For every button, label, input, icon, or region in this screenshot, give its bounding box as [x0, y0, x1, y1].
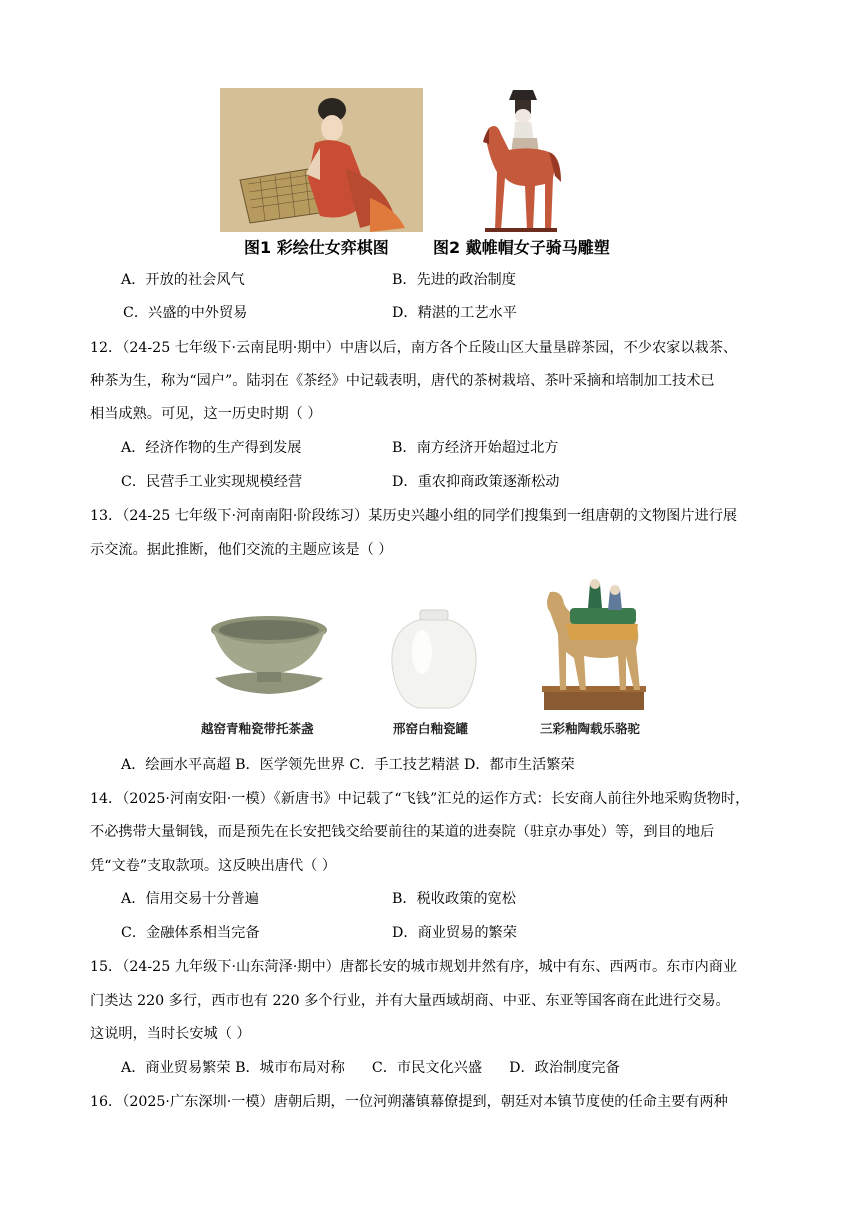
q12-stem-line3: 相当成熟。可见，这一历史时期（ ）	[90, 406, 322, 422]
q12-option-d: D．重农抑商政策逐渐松动	[392, 474, 560, 490]
q13-stem-line1: 13．（24-25 七年级下·河南南阳·阶段练习）某历史兴趣小组的同学们搜集到一组唐朝的文物图片进行展	[90, 508, 738, 524]
q11-option-d: D．精湛的工艺水平	[392, 305, 517, 321]
q15-options: A．商业贸易繁荣 B．城市布局对称 C．市民文化兴盛 D．政治制度完备	[121, 1060, 620, 1076]
q16-stem-line1: 16．（2025·广东深圳·一模）唐朝后期，一位河朔藩镇幕僚提到，朝廷对本镇节度使的任命主要有两种	[90, 1094, 728, 1110]
q14-option-d: D．商业贸易的繁荣	[392, 925, 517, 941]
q12-option-c: C．民营手工业实现规模经营	[121, 474, 303, 490]
q14-stem-line3: 凭“文卷”支取款项。这反映出唐代（ ）	[90, 858, 337, 874]
q13-stem-line2: 示交流。据此推断，他们交流的主题应该是（ ）	[90, 542, 393, 558]
q13-options: A．绘画水平高超 B．医学领先世界 C．手工技艺精湛 D．都市生活繁荣	[121, 757, 575, 773]
q11-option-a: A．开放的社会风气	[121, 272, 245, 288]
artifact-caption-3: 三彩釉陶载乐骆驼	[540, 721, 641, 736]
q14-stem-line2: 不必携带大量铜钱，而是预先在长安把钱交给要前往的某道的进奏院（驻京办事处）等，到目的地后	[90, 824, 715, 840]
artifact-caption-1: 越窑青釉瓷带托茶盏	[201, 721, 314, 736]
figure-caption-1: 图1 彩绘仕女弈棋图	[244, 238, 389, 257]
q12-stem-line1: 12．（24-25 七年级下·云南昆明·期中）中唐以后，南方各个丘陵山区大量垦辟茶园，不少农家以栽茶、	[90, 340, 738, 356]
q11-option-c: C．兴盛的中外贸易	[123, 305, 248, 321]
sancai-camel-image	[540, 578, 648, 712]
figure-caption-2: 图2 戴帷帽女子骑马雕塑	[433, 238, 610, 257]
horse-rider-image	[475, 86, 565, 234]
painting-image	[220, 88, 423, 232]
celadon-tea-bowl-image	[205, 610, 333, 708]
q12-option-b: B．南方经济开始超过北方	[392, 440, 559, 456]
q11-option-b: B．先进的政治制度	[392, 272, 516, 288]
q14-option-b: B．税收政策的宽松	[392, 891, 516, 907]
q12-option-a: A．经济作物的生产得到发展	[121, 440, 302, 456]
q14-stem-line1: 14．（2025·河南安阳·一模）《新唐书》中记载了“飞钱”汇兑的运作方式：长安商人前往外地采购货物时，	[90, 791, 750, 807]
q15-stem-line3: 这说明，当时长安城（ ）	[90, 1026, 251, 1042]
q14-option-c: C．金融体系相当完备	[121, 925, 260, 941]
white-porcelain-jar-image	[388, 608, 480, 712]
q15-stem-line1: 15．（24-25 九年级下·山东菏泽·期中）唐都长安的城市规划井然有序，城中有东、西两市。东市内商业	[90, 959, 738, 975]
q15-stem-line2: 门类达 220 多行，西市也有 220 多个行业，并有大量西域胡商、中亚、东亚等国客商在此进行交易。	[90, 993, 730, 1009]
q12-stem-line2: 种茶为生，称为“园户”。陆羽在《茶经》中记载表明，唐代的茶树栽培、茶叶采摘和培制加工技术已	[90, 373, 715, 389]
artifact-caption-2: 邢窑白釉瓷罐	[393, 721, 469, 736]
q14-option-a: A．信用交易十分普遍	[121, 891, 259, 907]
